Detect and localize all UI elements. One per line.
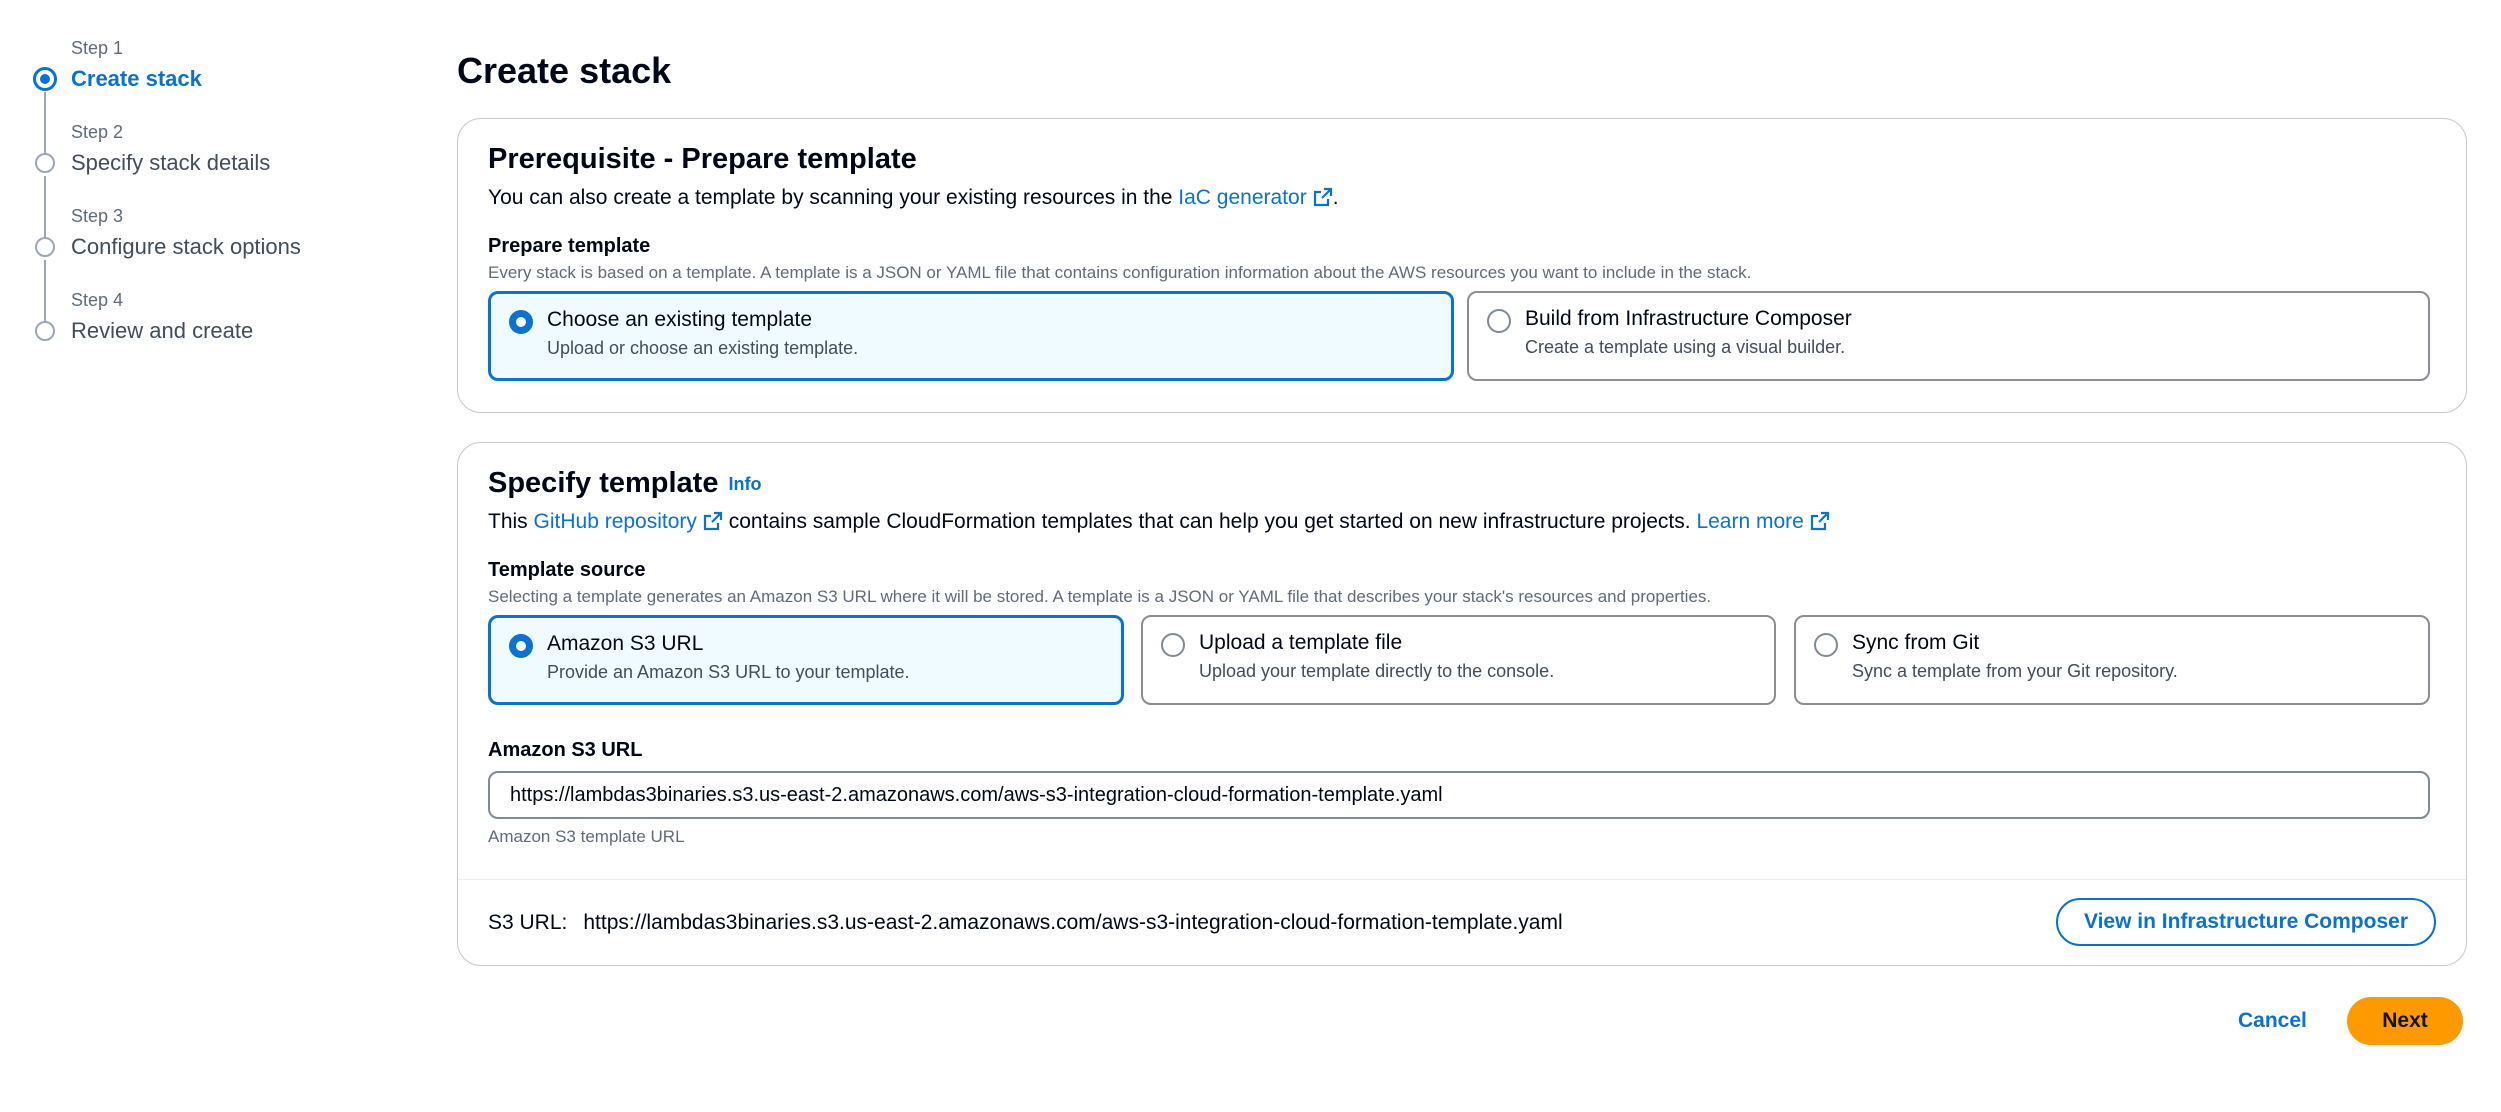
- option-choose-existing-template[interactable]: [488, 291, 1454, 381]
- option-title: Upload a template file: [1199, 631, 1403, 654]
- option-description: Create a template using a visual builder.: [1525, 337, 1846, 357]
- github-repository-link[interactable]: GitHub repository: [533, 510, 697, 533]
- template-source-description: Selecting a template generates an Amazon S3 URL where it will be stored. A template is a JSON or YAML file that describes your stack's resources and properties.: [488, 587, 1712, 606]
- step-title-review-and-create: Review and create: [71, 318, 254, 343]
- step-number-2: Step 2: [71, 122, 124, 142]
- template-source-label: Template source: [488, 559, 646, 581]
- prerequisite-panel: [457, 118, 2467, 413]
- step-number-4: Step 4: [71, 290, 124, 310]
- wizard-steps: [0, 0, 420, 380]
- specify-template-title-text: Specify template: [488, 467, 719, 499]
- option-description: Upload your template directly to the console.: [1199, 661, 1555, 681]
- option-sync-from-git[interactable]: [1794, 615, 2430, 705]
- iac-generator-link[interactable]: IaC generator: [1178, 186, 1307, 209]
- specify-template-title: [488, 467, 761, 500]
- option-build-from-infrastructure-composer[interactable]: [1467, 291, 2430, 381]
- specify-template-description: [488, 510, 1830, 534]
- amazon-s3-url-label: Amazon S3 URL: [488, 739, 643, 761]
- option-upload-template-file[interactable]: [1141, 615, 1776, 705]
- s3-url-value: https://lambdas3binaries.s3.us-east-2.amazonaws.com/aws-s3-integration-cloud-formation-template.yaml: [583, 911, 1563, 934]
- step-pending-icon: [35, 321, 55, 341]
- external-link-icon: [1313, 187, 1333, 207]
- specify-desc-middle: contains sample CloudFormation templates that can help you get started on new infrastructure projects.: [722, 510, 1697, 533]
- radio-selected-icon[interactable]: [509, 310, 533, 334]
- option-description: Upload or choose an existing template.: [547, 338, 859, 358]
- step-number-3: Step 3: [71, 206, 124, 226]
- amazon-s3-url-hint: Amazon S3 template URL: [488, 827, 685, 846]
- prepare-template-description: Every stack is based on a template. A template is a JSON or YAML file that contains configuration information about the AWS resources you want to include in the stack.: [488, 263, 1752, 282]
- option-title: Amazon S3 URL: [547, 632, 704, 655]
- cancel-button[interactable]: Cancel: [2228, 997, 2317, 1045]
- prerequisite-desc-end: .: [1332, 186, 1339, 209]
- option-amazon-s3-url[interactable]: [488, 615, 1124, 705]
- step-pending-icon: [35, 237, 55, 257]
- prerequisite-description: [488, 186, 1339, 210]
- option-title: Build from Infrastructure Composer: [1525, 307, 1852, 330]
- radio-unselected-icon[interactable]: [1161, 633, 1185, 657]
- learn-more-link[interactable]: Learn more: [1696, 510, 1804, 533]
- step-connector: [44, 92, 46, 154]
- step-title-configure-stack-options: Configure stack options: [71, 234, 301, 259]
- radio-unselected-icon[interactable]: [1487, 309, 1511, 333]
- external-link-icon: [1810, 511, 1830, 531]
- amazon-s3-url-input[interactable]: [488, 771, 2430, 819]
- prerequisite-title: Prerequisite - Prepare template: [488, 143, 917, 175]
- option-description: Sync a template from your Git repository.: [1852, 661, 2178, 681]
- option-title: Choose an existing template: [547, 308, 812, 331]
- panel-divider: [458, 879, 2466, 880]
- specify-desc-text: This: [488, 510, 534, 533]
- specify-template-panel: [457, 442, 2467, 966]
- step-title-create-stack[interactable]: Create stack: [71, 66, 202, 91]
- step-connector: [44, 260, 46, 322]
- external-link-icon: [703, 511, 723, 531]
- step-active-icon: [33, 67, 57, 91]
- info-link[interactable]: Info: [728, 473, 762, 494]
- option-description: Provide an Amazon S3 URL to your template.: [547, 662, 910, 682]
- view-in-infrastructure-composer-button[interactable]: View in Infrastructure Composer: [2056, 898, 2436, 946]
- s3-url-readout: [488, 911, 1563, 935]
- page-title: Create stack: [457, 50, 672, 91]
- radio-unselected-icon[interactable]: [1814, 633, 1838, 657]
- prerequisite-desc-text: You can also create a template by scanning your existing resources in the: [488, 186, 1179, 209]
- step-connector: [44, 176, 46, 238]
- next-button[interactable]: Next: [2347, 997, 2463, 1045]
- radio-selected-icon[interactable]: [509, 634, 533, 658]
- s3-url-key: S3 URL:: [488, 911, 568, 934]
- step-title-specify-stack-details: Specify stack details: [71, 150, 271, 175]
- option-title: Sync from Git: [1852, 631, 1980, 654]
- prepare-template-label: Prepare template: [488, 235, 651, 257]
- step-number-1: Step 1: [71, 38, 124, 58]
- step-pending-icon: [35, 153, 55, 173]
